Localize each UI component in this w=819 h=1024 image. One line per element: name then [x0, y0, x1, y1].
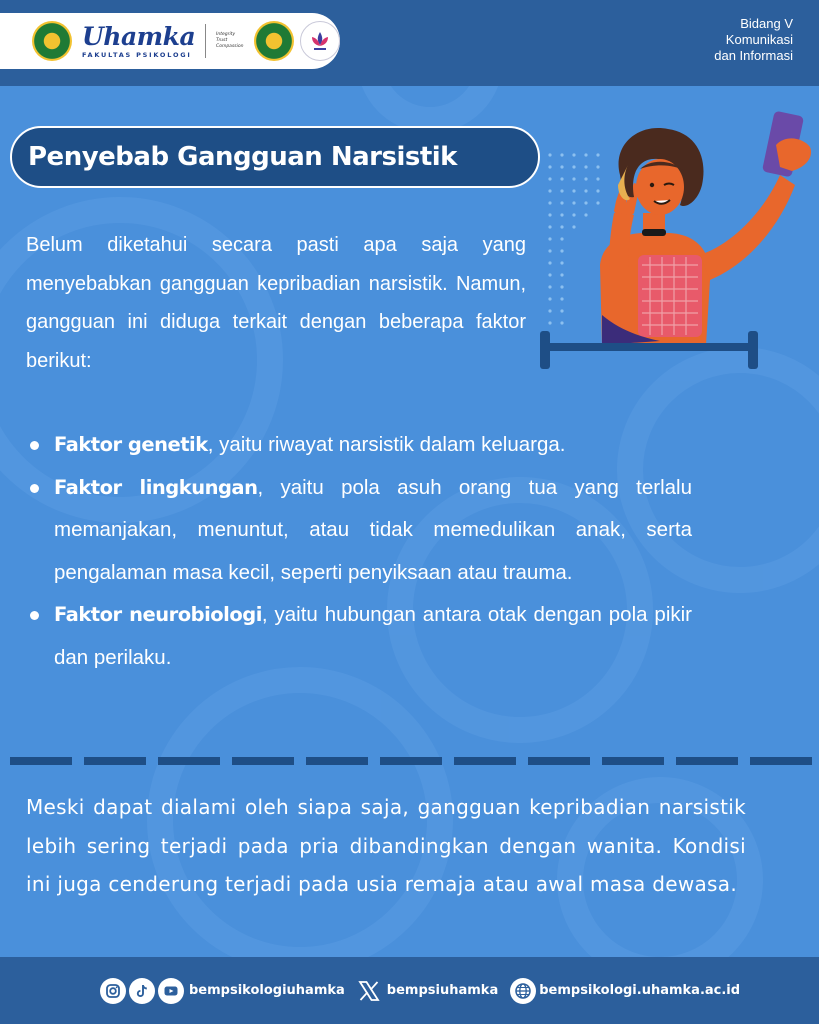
motto-line: Compassion [216, 44, 244, 49]
factor-term: Faktor lingkungan [54, 475, 258, 499]
intro-paragraph: Belum diketahui secara pasti apa saja yang menyebabkan gangguan kepribadian narsistik. Namun, gangguan ini diduga terkait dengan beberapa faktor berikut: [26, 234, 526, 372]
brand-subtitle: FAKULTAS PSIKOLOGI [82, 50, 192, 59]
university-seal-icon [32, 21, 72, 61]
bullet-icon [30, 484, 39, 493]
brand-block [82, 21, 196, 59]
instagram-icon[interactable] [100, 978, 126, 1004]
list-item [30, 424, 692, 467]
factor-description: , yaitu hubungan antara otak dengan pola pikir dan perilaku. [54, 603, 693, 669]
motto-line: Trust [216, 38, 228, 43]
department-line: Bidang V [740, 16, 793, 31]
youtube-icon[interactable] [158, 978, 184, 1004]
motto [216, 32, 248, 50]
factor-list [30, 424, 692, 679]
department-line: dan Informasi [714, 48, 793, 63]
list-item [30, 594, 692, 679]
factor-term: Faktor neurobiologi [54, 603, 262, 626]
social-handle[interactable]: bempsikologiuhamka [189, 983, 345, 998]
selfie-woman-illustration [530, 105, 819, 375]
bullet-icon [30, 441, 39, 450]
globe-icon[interactable] [510, 978, 536, 1004]
department-line: Komunikasi [725, 32, 793, 47]
factor-description: , yaitu pola asuh orang tua yang terlalu memanjakan, menuntut, atau tidak memedulikan anak, serta pengalaman masa kecil, seperti penyiksaan atau trauma. [54, 475, 693, 584]
factor-description: , yaitu riwayat narsistik dalam keluarga. [207, 433, 566, 456]
factor-term: Faktor genetik [54, 433, 208, 456]
logo-bar [0, 13, 340, 69]
outro-paragraph: Meski dapat dialami oleh siapa saja, gangguan kepribadian narsistik lebih sering terjadi pada pria dibandingkan dengan wanita. Kondisi ini juga cenderung terjadi pada usia remaja atau awal masa dewasa. [26, 795, 746, 896]
x-icon[interactable] [357, 979, 381, 1003]
tiktok-icon[interactable] [129, 978, 155, 1004]
logo-divider [205, 24, 206, 58]
page-title: Penyebab Gangguan Narsistik [28, 142, 457, 172]
brand-name: Uhamka [82, 21, 196, 51]
bullet-icon [30, 611, 39, 620]
x-handle[interactable]: bempsiuhamka [386, 983, 499, 998]
title-pill [10, 126, 540, 188]
department-label [714, 16, 793, 64]
footer-bar [0, 957, 819, 1024]
lotus-logo-icon [300, 21, 340, 61]
motto-line: Integrity [216, 32, 236, 37]
dashed-divider [10, 757, 819, 765]
faculty-seal-icon [254, 21, 294, 61]
list-item [30, 467, 692, 595]
website-link[interactable]: bempsikologi.uhamka.ac.id [539, 983, 741, 998]
